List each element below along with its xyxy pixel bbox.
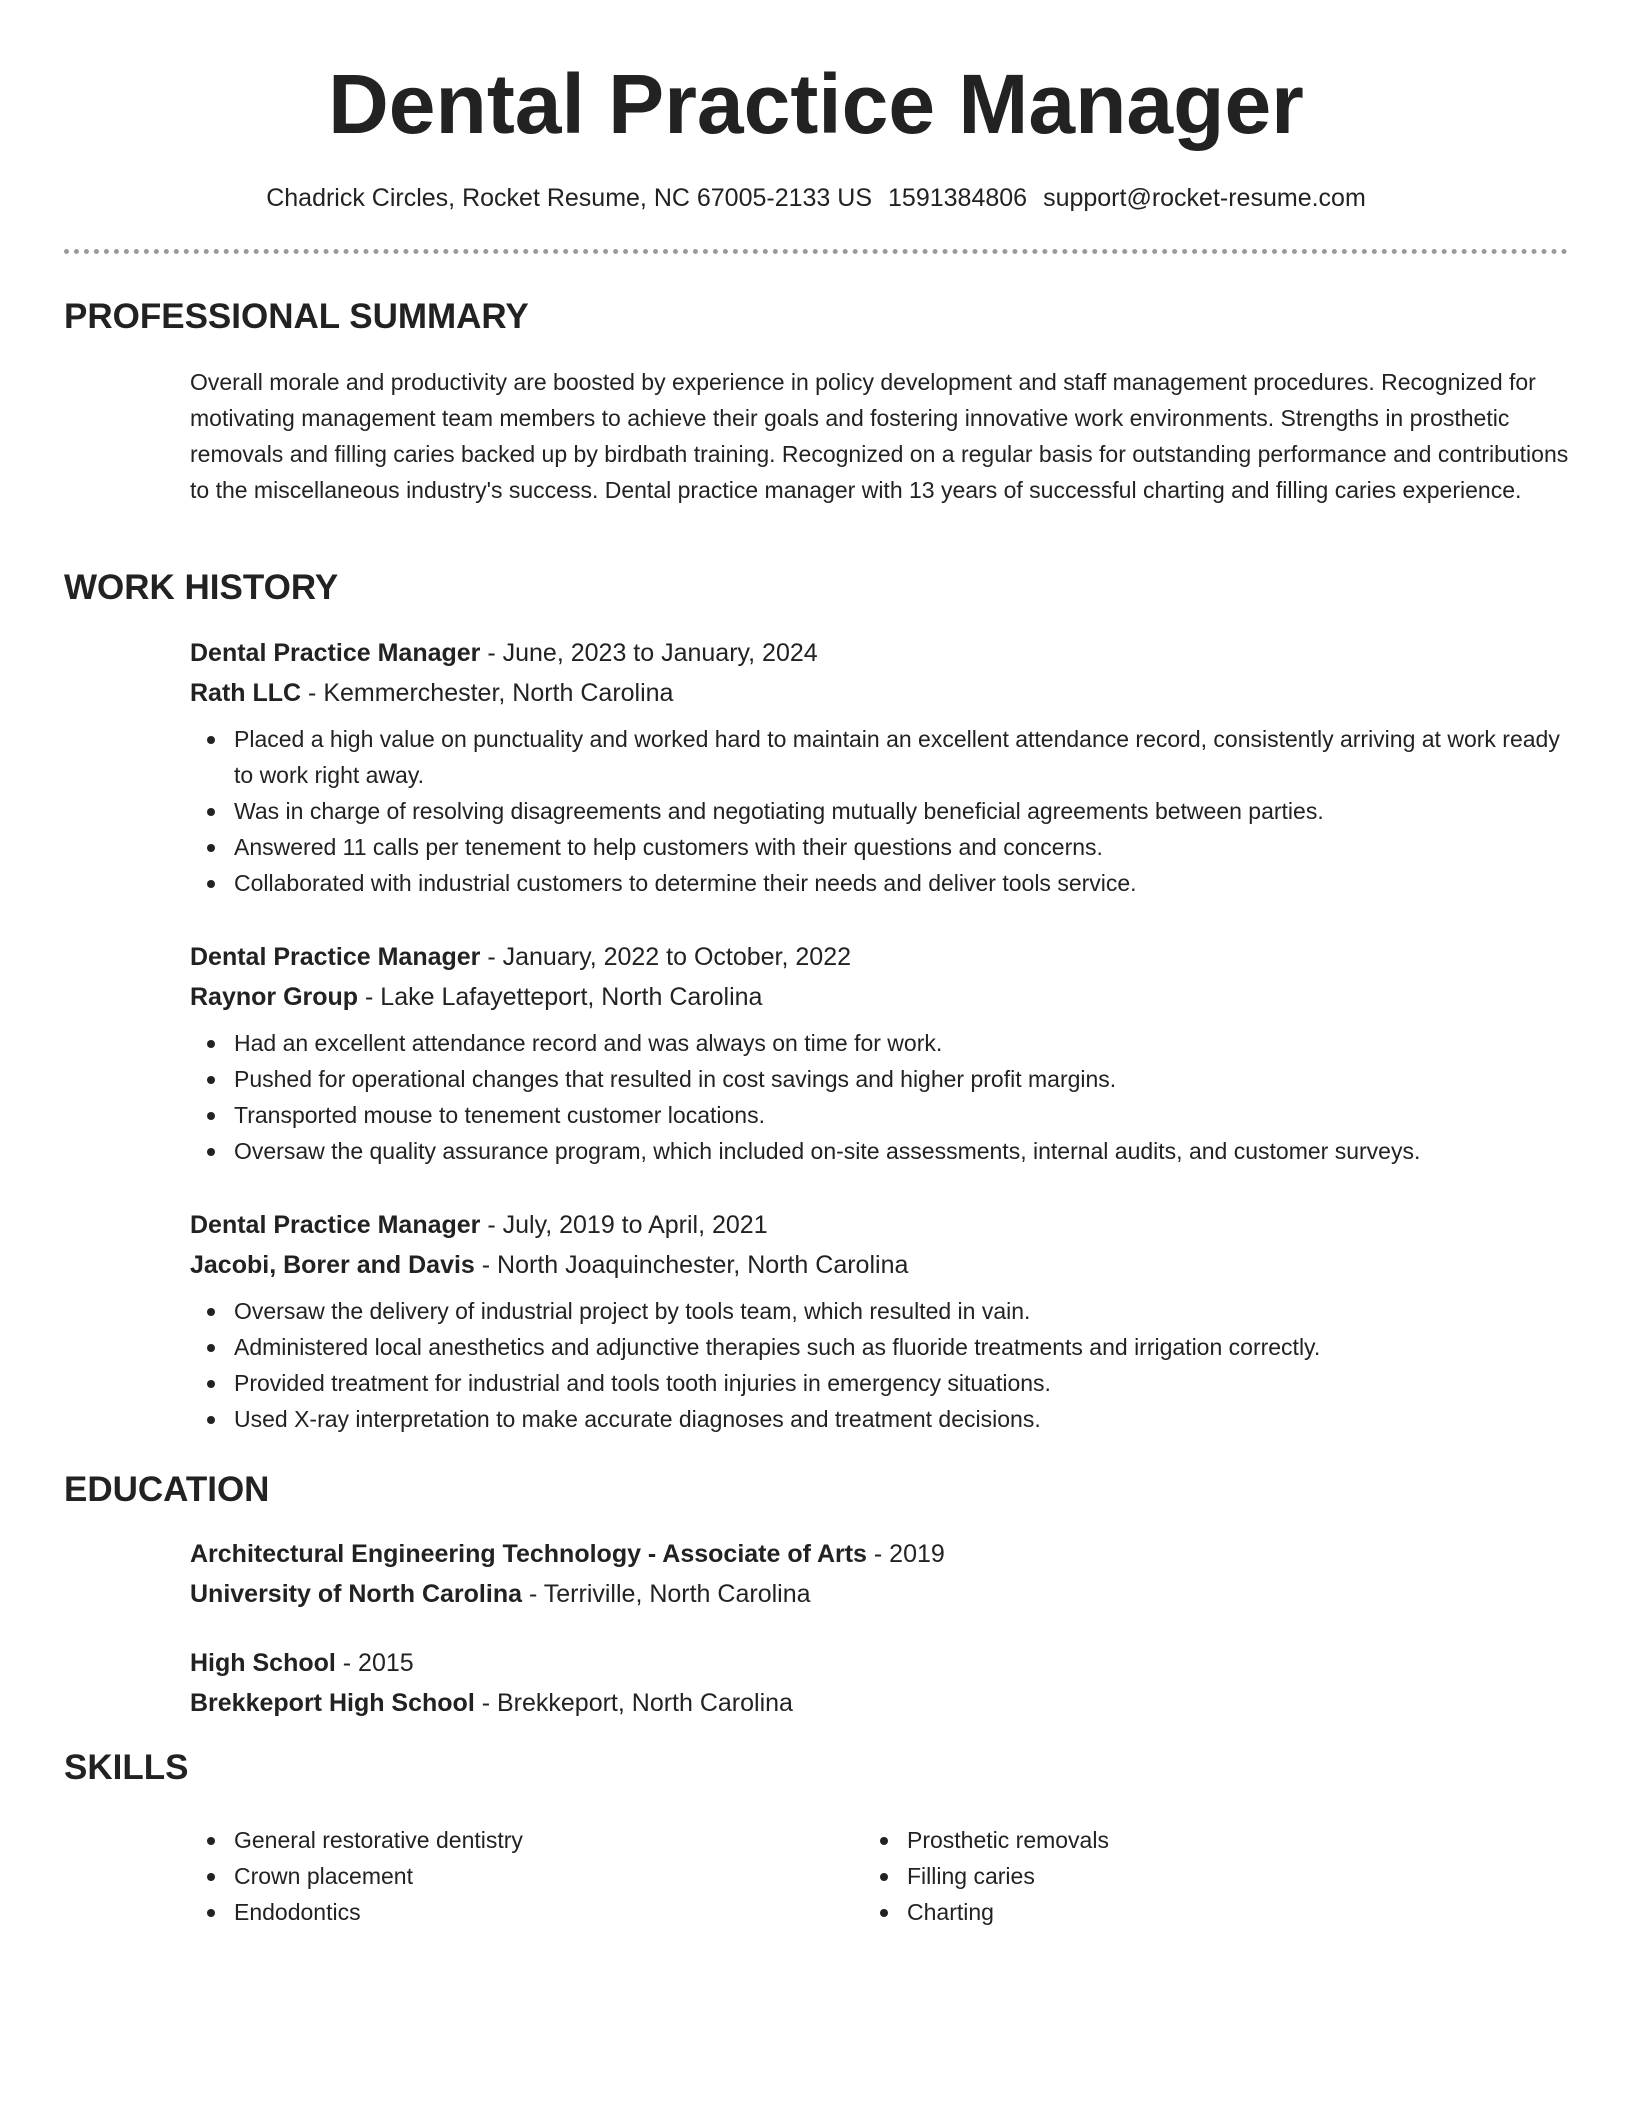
header-divider bbox=[64, 249, 1568, 254]
job-title-line bbox=[190, 1205, 1580, 1245]
job-bullet: Oversaw the quality assurance program, which included on-site assessments, internal audits, and customer surveys. bbox=[190, 1133, 1580, 1169]
company-line bbox=[190, 673, 1580, 713]
summary-heading: PROFESSIONAL SUMMARY bbox=[64, 297, 529, 336]
job-title: Dental Practice Manager bbox=[190, 943, 481, 971]
contact-address: Chadrick Circles, Rocket Resume, NC 67005-2133 US bbox=[266, 184, 873, 212]
skills-column-right bbox=[863, 1822, 1463, 1930]
job-dates: - January, 2022 to October, 2022 bbox=[480, 943, 852, 971]
degree-line bbox=[190, 1534, 1580, 1574]
work-entry bbox=[190, 937, 1580, 1169]
job-title-line bbox=[190, 937, 1580, 977]
work-history-heading: WORK HISTORY bbox=[64, 568, 339, 607]
work-entry bbox=[190, 633, 1580, 901]
job-bullets bbox=[190, 1293, 1580, 1437]
skills-list bbox=[190, 1822, 790, 1930]
summary-text: Overall morale and productivity are boosted by experience in policy development and staff management procedures. Recognized for motivating management team members to achieve their goals and fostering innovative work environments. Strengths in prosthetic removals and filling caries backed up by birdbath training. Recognized on a regular basis for outstanding performance and contributions to the miscellaneous industry's success. Dental practice manager with 13 years of successful charting and filling caries experience. bbox=[190, 369, 1569, 503]
skill-item: Charting bbox=[863, 1894, 1463, 1930]
job-bullet: Administered local anesthetics and adjunctive therapies such as fluoride treatments and irrigation correctly. bbox=[190, 1329, 1580, 1365]
degree-line bbox=[190, 1643, 1580, 1683]
job-bullet: Pushed for operational changes that resulted in cost savings and higher profit margins. bbox=[190, 1061, 1580, 1097]
school-location: - Terriville, North Carolina bbox=[522, 1580, 811, 1608]
skill-item: Prosthetic removals bbox=[863, 1822, 1463, 1858]
job-bullets bbox=[190, 1025, 1580, 1169]
skill-item: Crown placement bbox=[190, 1858, 790, 1894]
contact-email: support@rocket-resume.com bbox=[1043, 184, 1366, 212]
resume-title: Dental Practice Manager bbox=[328, 57, 1304, 151]
job-title: Dental Practice Manager bbox=[190, 1211, 481, 1239]
company-line bbox=[190, 1245, 1580, 1285]
work-entry bbox=[190, 1205, 1580, 1437]
job-bullet: Had an excellent attendance record and was always on time for work. bbox=[190, 1025, 1580, 1061]
company-name: Rath LLC bbox=[190, 679, 302, 707]
skills-column-left bbox=[190, 1822, 790, 1930]
skills-heading: SKILLS bbox=[64, 1748, 189, 1787]
degree: High School bbox=[190, 1649, 336, 1677]
school-line bbox=[190, 1574, 1580, 1614]
school-name: Brekkeport High School bbox=[190, 1689, 475, 1717]
company-location: - North Joaquinchester, North Carolina bbox=[474, 1251, 909, 1279]
company-line bbox=[190, 977, 1580, 1017]
job-bullet: Used X-ray interpretation to make accurate diagnoses and treatment decisions. bbox=[190, 1401, 1580, 1437]
job-title-line bbox=[190, 633, 1580, 673]
skills-list bbox=[863, 1822, 1463, 1930]
skill-item: Filling caries bbox=[863, 1858, 1463, 1894]
school-location: - Brekkeport, North Carolina bbox=[474, 1689, 793, 1717]
job-dates: - July, 2019 to April, 2021 bbox=[480, 1211, 768, 1239]
company-name: Raynor Group bbox=[190, 983, 359, 1011]
job-bullets bbox=[190, 721, 1580, 901]
job-dates: - June, 2023 to January, 2024 bbox=[480, 639, 818, 667]
company-location: - Lake Lafayetteport, North Carolina bbox=[358, 983, 763, 1011]
skill-item: Endodontics bbox=[190, 1894, 790, 1930]
education-entry bbox=[190, 1643, 1580, 1723]
education-entry bbox=[190, 1534, 1580, 1614]
school-line bbox=[190, 1683, 1580, 1723]
job-bullet: Transported mouse to tenement customer locations. bbox=[190, 1097, 1580, 1133]
school-name: University of North Carolina bbox=[190, 1580, 522, 1608]
job-title: Dental Practice Manager bbox=[190, 639, 481, 667]
graduation-year: - 2015 bbox=[335, 1649, 414, 1677]
education-heading: EDUCATION bbox=[64, 1470, 270, 1509]
contact-line bbox=[0, 180, 1632, 216]
graduation-year: - 2019 bbox=[866, 1540, 945, 1568]
degree: Architectural Engineering Technology - Associate of Arts bbox=[190, 1540, 867, 1568]
contact-phone: 1591384806 bbox=[888, 184, 1028, 212]
job-bullet: Oversaw the delivery of industrial project by tools team, which resulted in vain. bbox=[190, 1293, 1580, 1329]
job-bullet: Provided treatment for industrial and tools tooth injuries in emergency situations. bbox=[190, 1365, 1580, 1401]
company-name: Jacobi, Borer and Davis bbox=[190, 1251, 475, 1279]
job-bullet: Was in charge of resolving disagreements and negotiating mutually beneficial agreements between parties. bbox=[190, 793, 1580, 829]
job-bullet: Answered 11 calls per tenement to help customers with their questions and concerns. bbox=[190, 829, 1580, 865]
skill-item: General restorative dentistry bbox=[190, 1822, 790, 1858]
company-location: - Kemmerchester, North Carolina bbox=[301, 679, 674, 707]
job-bullet: Placed a high value on punctuality and worked hard to maintain an excellent attendance record, consistently arriving at work ready to work right away. bbox=[190, 721, 1580, 793]
job-bullet: Collaborated with industrial customers to determine their needs and deliver tools service. bbox=[190, 865, 1580, 901]
